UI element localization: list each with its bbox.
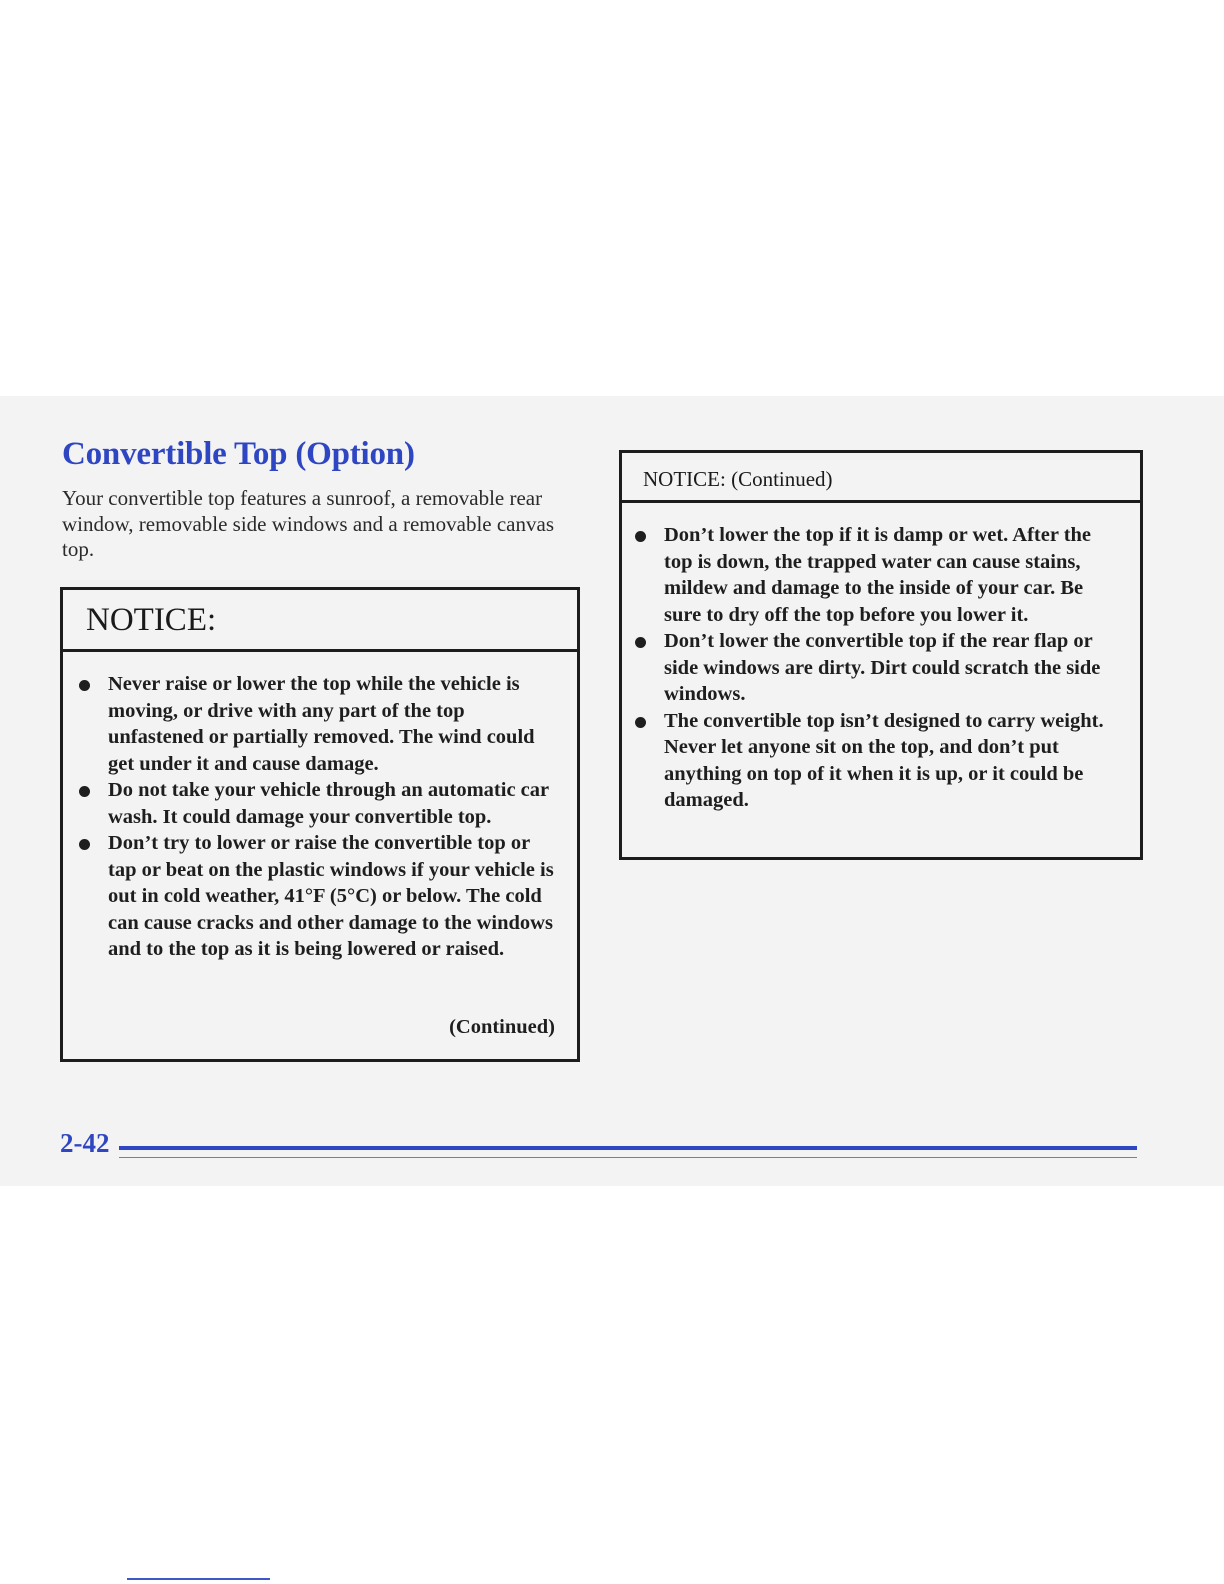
notice-item: [108, 777, 557, 830]
bullet-icon: [635, 531, 646, 542]
footer-rule-thin: [119, 1157, 1137, 1158]
notice-item-text: Never raise or lower the top while the vehicle is moving, or drive with any part of the top unfastened or partially removed. The wind could get under it and cause damage.: [108, 673, 535, 775]
bullet-icon: [635, 717, 646, 728]
notice-item: [108, 671, 557, 777]
continued-label: (Continued): [449, 1016, 555, 1038]
page-number: 2-42: [60, 1128, 110, 1158]
footer-rule: [119, 1146, 1137, 1150]
bullet-icon: [79, 680, 90, 691]
notice-item-text: Do not take your vehicle through an automatic car wash. It could damage your convertible top.: [108, 779, 549, 828]
notice-header: NOTICE:: [63, 590, 577, 652]
notice-item-text: Don’t lower the convertible top if the rear flap or side windows are dirty. Dirt could scratch the side windows.: [664, 630, 1101, 705]
notice-list: [63, 652, 577, 963]
notice-item: [108, 830, 557, 963]
notice-item-text: Don’t try to lower or raise the convertible top or tap or beat on the plastic windows if your vehicle is out in cold weather, 41°F (5°C) or below. The cold can cause cracks and other damage to the windows and to the top as it is being lowered or raised.: [108, 832, 554, 960]
notice-box-right: [619, 450, 1143, 860]
bullet-icon: [79, 786, 90, 797]
notice-item-text: The convertible top isn’t designed to carry weight. Never let anyone sit on the top, and don’t put anything on top of it when it is up, or it could be damaged.: [664, 709, 1104, 811]
bullet-icon: [79, 839, 90, 850]
notice-header-continued: NOTICE: (Continued): [622, 453, 1140, 503]
page-edge-line: [127, 1578, 270, 1580]
notice-item-text: Don’t lower the top if it is damp or wet. After the top is down, the trapped water can cause stains, mildew and damage to the inside of your car. Be sure to dry off the top before you lower it.: [664, 524, 1092, 626]
page-title: Convertible Top (Option): [62, 436, 415, 472]
intro-paragraph: Your convertible top features a sunroof, a removable rear window, removable side windows and a removable canvas top.: [62, 486, 554, 561]
notice-item: [664, 628, 1120, 708]
bullet-icon: [635, 637, 646, 648]
notice-list: [622, 503, 1140, 814]
notice-item: [664, 708, 1120, 814]
notice-box-left: [60, 587, 580, 1062]
notice-item: [664, 522, 1120, 628]
